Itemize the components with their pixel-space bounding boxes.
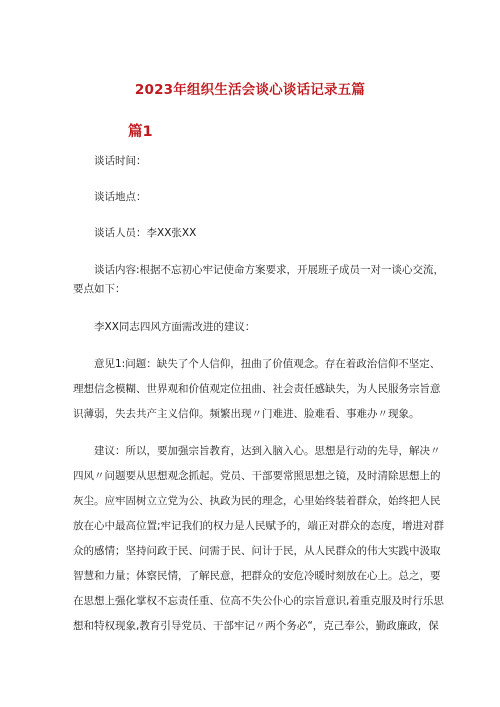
- advice-line: 在思想上强化掌权不忘责任重、位高不失公仆心的宗旨意识,着重克服及时行乐思: [73, 595, 444, 607]
- advice-line: 想和特权现象,教育引导党员、干部牢记〃两个务必“，克己奉公，勤政廉政，保: [73, 620, 439, 632]
- section-heading: 篇1: [128, 124, 153, 140]
- document-title: 2023年组织生活会谈心谈话记录五篇: [134, 82, 366, 98]
- place-field: [94, 188, 414, 207]
- suggestion-heading: [94, 318, 414, 337]
- persons-label: 谈话人员：李XX张XX: [94, 227, 197, 239]
- opinion-paragraph: [73, 355, 441, 424]
- advice-paragraph: [73, 442, 445, 636]
- place-label: 谈话地点：: [94, 191, 147, 203]
- advice-line: 建议：所以，要加强宗旨教育，达到入脑入心。思想是行动的先导，解决〃: [94, 445, 441, 457]
- advice-line: 众的感情；坚持问政于民、问需于民、问计于民，从人民群众的伟大实践中汲取: [73, 545, 441, 557]
- advice-line: 四风〃问题要从思想观念抓起。党员、干部要常照思想之镜，及时清除思想上的: [73, 470, 441, 482]
- opinion-line: 理想信念模糊、世界观和价值观定位扭曲、社会责任感缺失，为人民服务宗旨意: [73, 383, 441, 395]
- advice-line: 灰尘。应牢固树立立党为公、执政为民的理念，心里始终装着群众，始终把人民: [73, 495, 441, 507]
- content-intro-line: 要点如下：: [73, 283, 126, 295]
- opinion-line: 意见1:问题：缺失了个人信仰，扭曲了价值观念。存在着政治信仰不坚定、: [94, 358, 441, 370]
- persons-field: [94, 224, 414, 243]
- suggestion-heading-text: 李XX同志四风方面需改进的建议：: [94, 321, 256, 333]
- time-label: 谈话时间：: [94, 155, 147, 167]
- content-intro-line: 谈话内容:根据不忘初心牢记使命方案要求，开展班子成员一对一谈心交流，: [94, 264, 445, 276]
- time-field: [94, 152, 414, 171]
- advice-line: 放在心中最高位置;牢记我们的权力是人民赋予的，端正对群众的态度，增进对群: [73, 520, 445, 532]
- opinion-line: 识薄弱，失去共产主义信仰。频繁出现〃门难进、脸难看、事难办〃现象。: [73, 408, 420, 420]
- content-intro-paragraph: [73, 261, 445, 299]
- advice-line: 智慧和力量；体察民情，了解民意，把群众的安危冷暖时刻放在心上。总之，要: [73, 570, 441, 582]
